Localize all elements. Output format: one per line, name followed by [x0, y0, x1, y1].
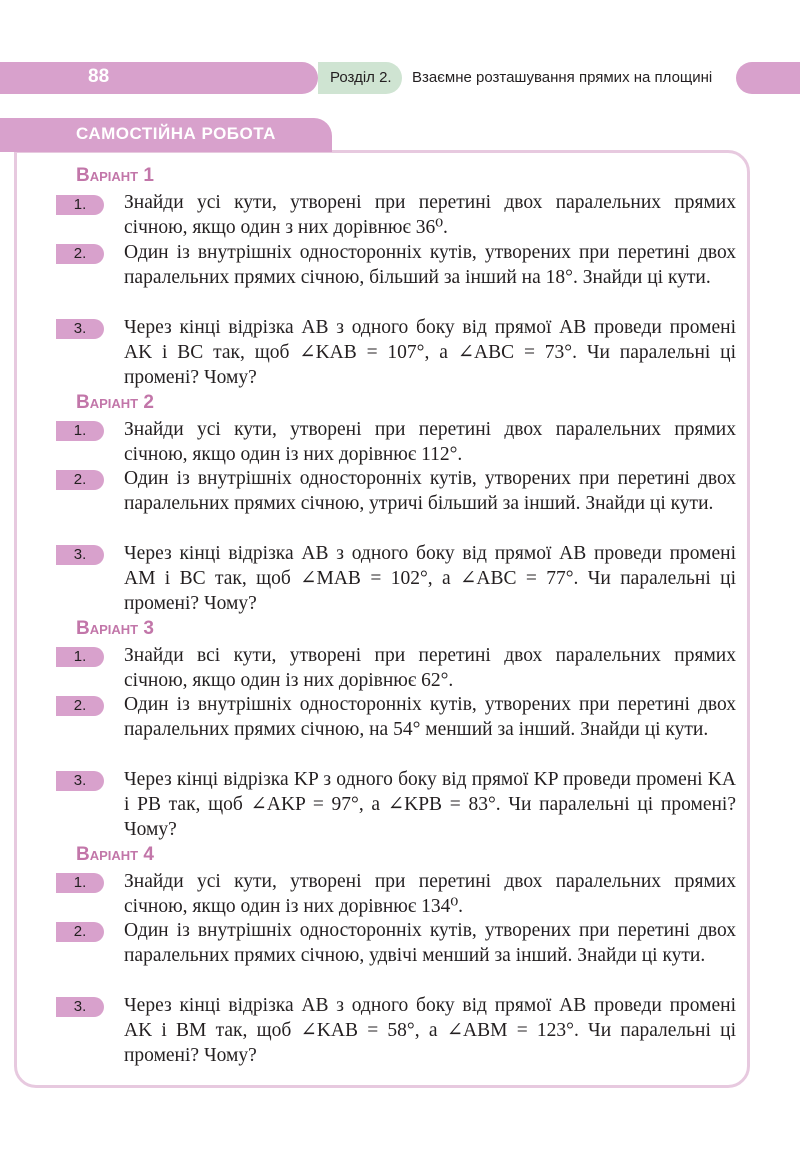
task-text: Один із внутрішніх односторонніх кутів, утворених при перетині двох паралельних прямих січною, утричі більший за інший. Знайди ці кути.	[124, 468, 736, 514]
task-number: 2.	[56, 696, 104, 716]
block-title: САМОСТІЙНА РОБОТА	[76, 124, 276, 143]
header-left-bar	[0, 62, 318, 94]
task-number: 3.	[56, 319, 104, 339]
task-number: 1.	[56, 647, 104, 667]
task-number: 2.	[56, 244, 104, 264]
variant-heading: Варіант 1	[76, 165, 154, 186]
task-number: 1.	[56, 873, 104, 893]
task-text: Через кінці відрізка AB з одного боку від прямої AB проведи промені AK і BC так, щоб ∠KAB = 107°, а ∠ABC = 73°. Чи паралельні ці промені? Чому?	[124, 317, 736, 388]
task-text: Через кінці відрізка KP з одного боку від прямої KP проведи промені KA і PB так, щоб ∠AKP = 97°, а ∠KPB = 83°. Чи паралельні ці промені? Чому?	[124, 769, 736, 840]
section-title: Взаємне розташування прямих на площині	[412, 69, 713, 86]
task-text: Один із внутрішніх односторонніх кутів, утворених при перетині двох паралельних прямих січною, на 54° менший за інший. Знайди ці кути.	[124, 694, 736, 740]
task-text: Знайди усі кути, утворені при перетині двох паралельних прямих січною, якщо один із них дорівнює 112°.	[124, 419, 736, 465]
task-number: 2.	[56, 922, 104, 942]
task-number: 3.	[56, 545, 104, 565]
task-number: 1.	[56, 421, 104, 441]
task-text: Один із внутрішніх односторонніх кутів, утворених при перетині двох паралельних прямих січною, більший за інший на 18°. Знайди ці кути.	[124, 242, 736, 288]
task-number: 3.	[56, 997, 104, 1017]
task-text: Знайди усі кути, утворені при перетині двох паралельних прямих січною, якщо один з них дорівнює 36⁰.	[124, 192, 736, 238]
task-number: 3.	[56, 771, 104, 791]
task-text: Один із внутрішніх односторонніх кутів, утворених при перетині двох паралельних прямих січною, удвічі менший за інший. Знайди ці кути.	[124, 920, 736, 966]
task-text: Через кінці відрізка AB з одного боку від прямої AB проведи промені AM і BC так, щоб ∠MAB = 102°, а ∠ABC = 77°. Чи паралельні ці промені? Чому?	[124, 543, 736, 614]
header-right-bar	[736, 62, 800, 94]
task-text: Через кінці відрізка AB з одного боку від прямої AB проведи промені AK і BM так, щоб ∠KAB = 58°, а ∠ABM = 123°. Чи паралельні ці промені? Чому?	[124, 995, 736, 1066]
task-number: 1.	[56, 195, 104, 215]
task-text: Знайди всі кути, утворені при перетині двох паралельних прямих січною, якщо один із них дорівнює 62°.	[124, 645, 736, 691]
page-number: 88	[88, 66, 110, 87]
variant-heading: Варіант 2	[76, 392, 154, 413]
task-number: 2.	[56, 470, 104, 490]
variant-heading: Варіант 3	[76, 618, 154, 639]
task-text: Знайди усі кути, утворені при перетині двох паралельних прямих січною, якщо один із них дорівнює 134⁰.	[124, 871, 736, 917]
section-label: Розділ 2.	[318, 62, 402, 94]
variant-heading: Варіант 4	[76, 844, 154, 865]
